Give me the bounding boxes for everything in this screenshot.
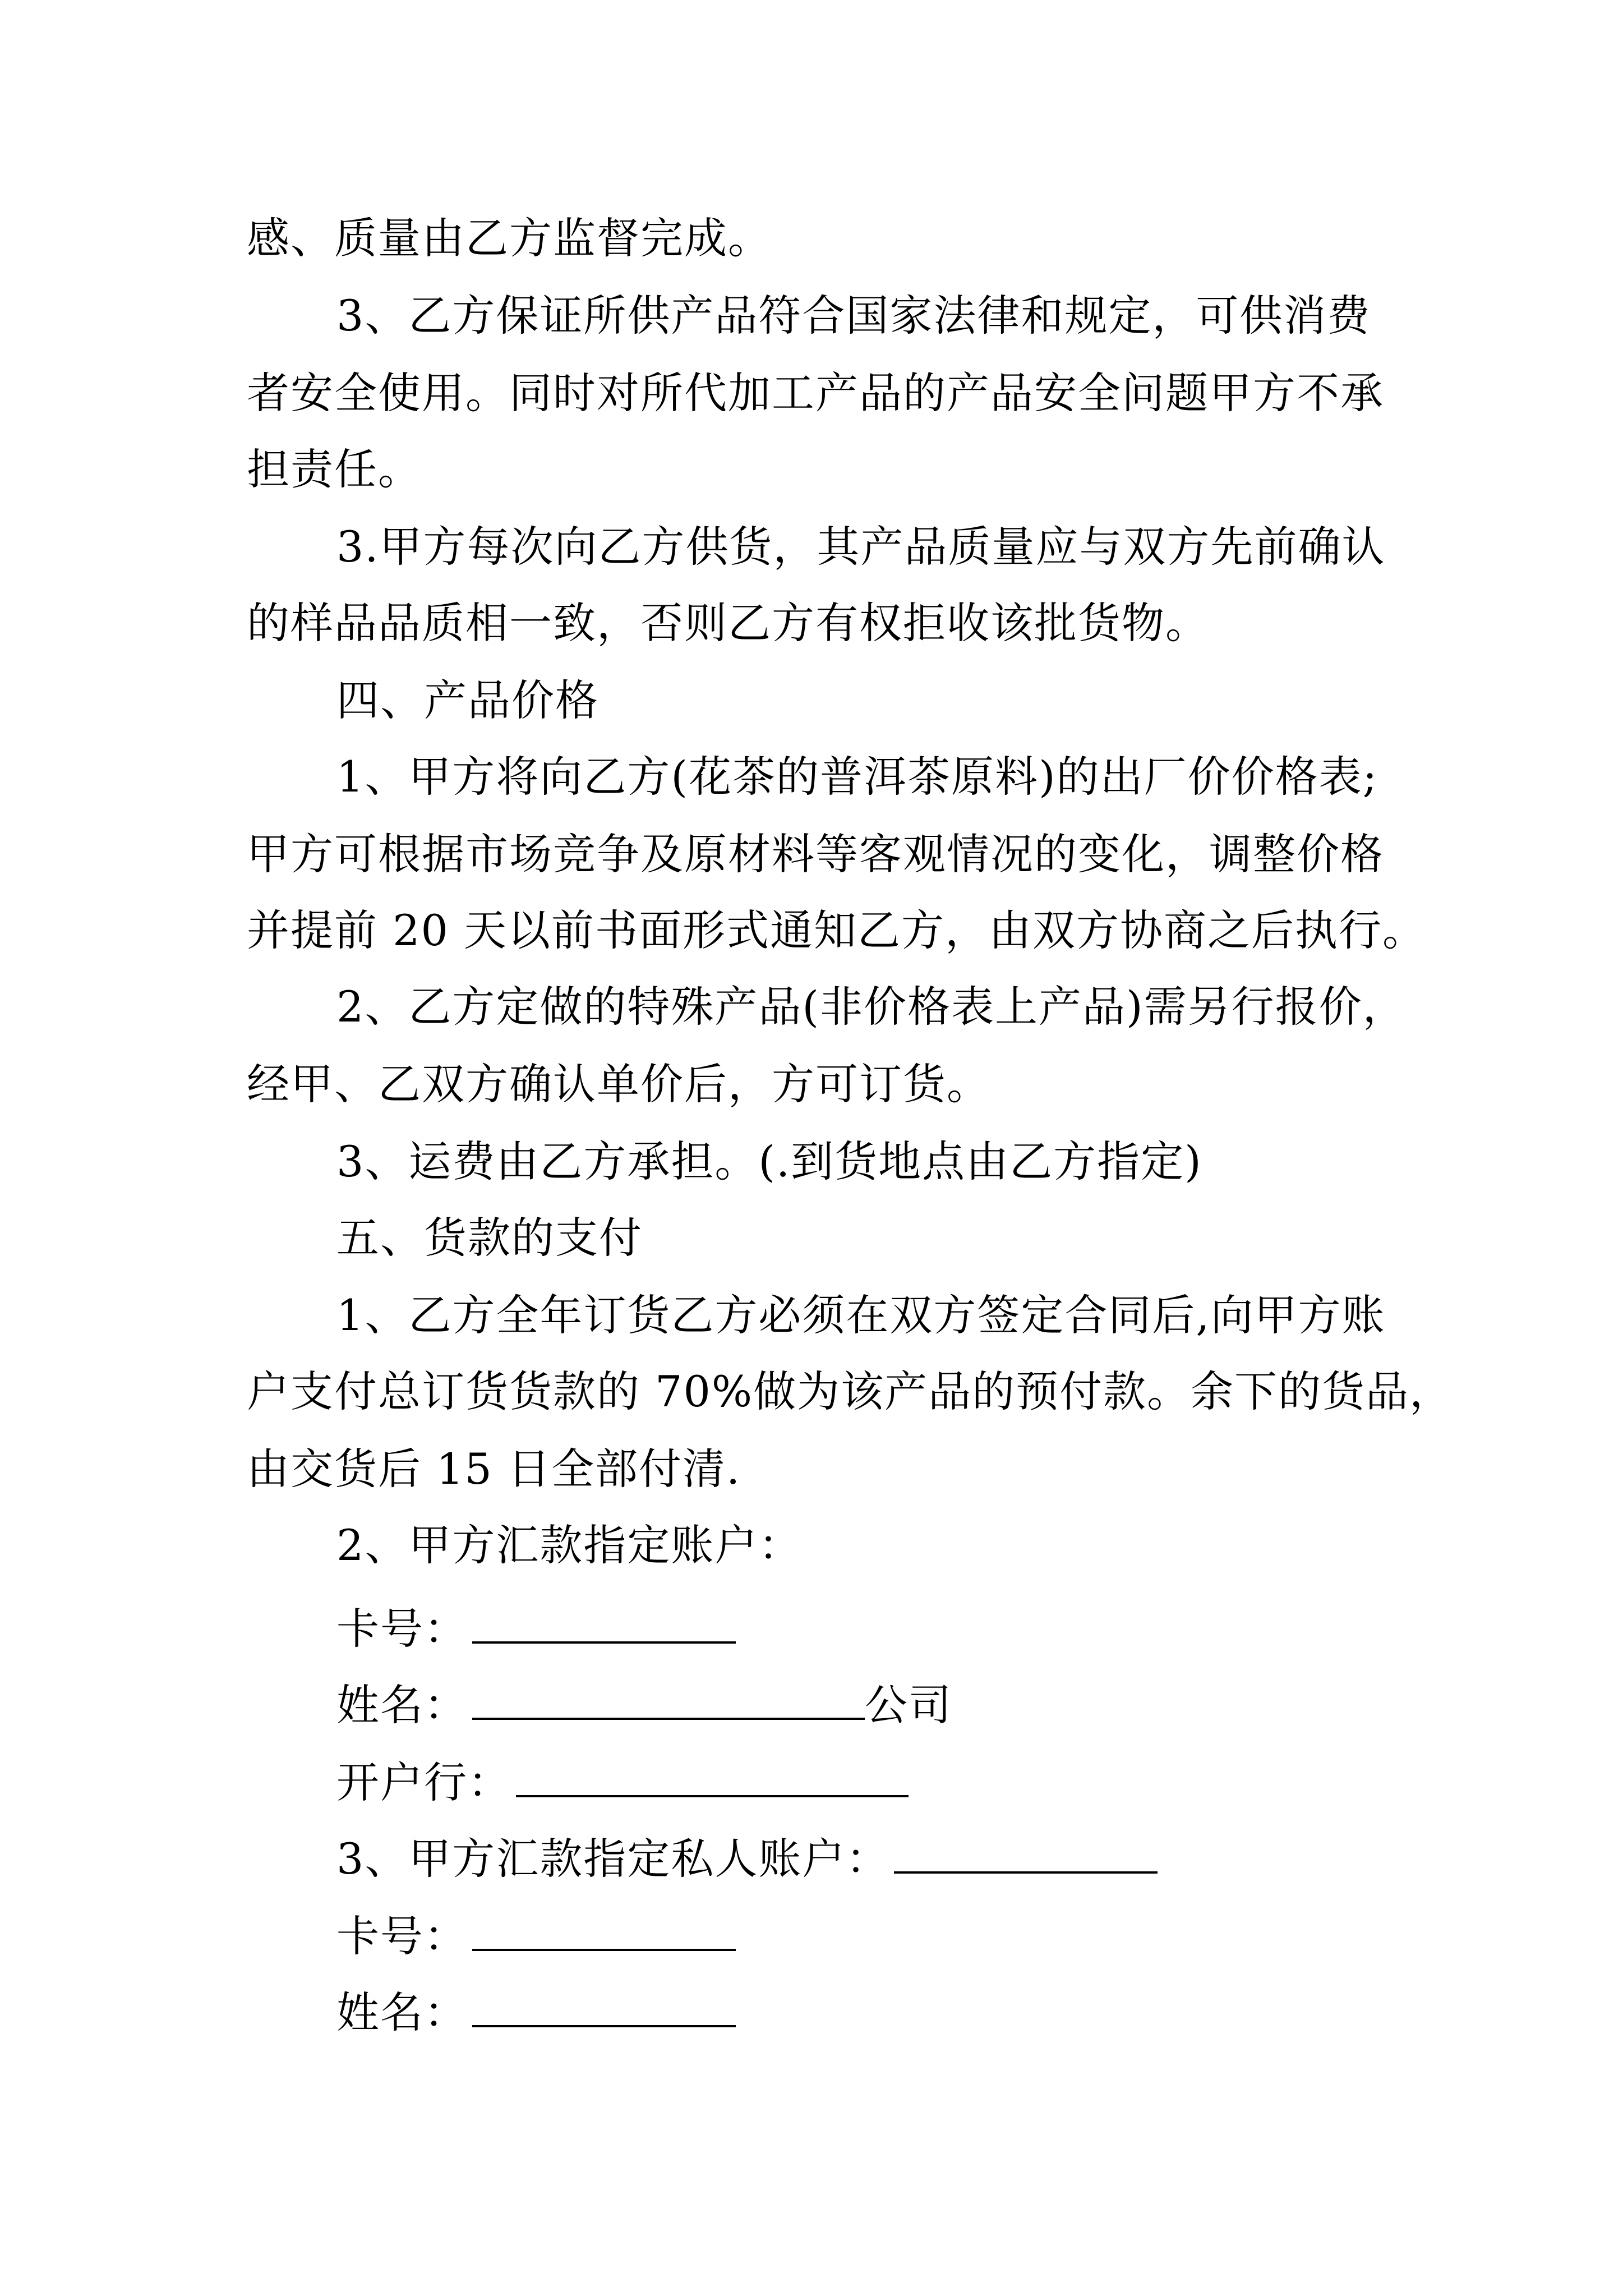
private-account-blank (894, 1822, 1158, 1874)
line-text: 户支付总订货货款的 70%做为该产品的预付款。余下的货品， (247, 1366, 1454, 1416)
private-card-number-blank (472, 1899, 736, 1951)
paragraph-line (247, 823, 1384, 885)
line-text: 经甲、乙双方确认单价后，方可订货。 (247, 1059, 990, 1109)
paragraph-line (247, 1053, 990, 1115)
line-text: 1、甲方将向乙方(花茶的普洱茶原料)的出厂价价格表; (336, 752, 1378, 802)
private-card-number-row (336, 1899, 736, 1961)
card-number-blank (472, 1592, 736, 1644)
account-name-blank (472, 1668, 865, 1720)
line-text: 并提前 20 天以前书面形式通知乙方，由双方协商之后执行。 (247, 905, 1427, 955)
paragraph-line (336, 976, 1407, 1038)
paragraph-line (336, 285, 1371, 347)
line-text: 2、甲方汇款指定账户： (336, 1520, 803, 1570)
private-name-blank (472, 1976, 736, 2027)
paragraph-line (247, 1438, 741, 1500)
paragraph-line (336, 1131, 1202, 1193)
paragraph-line (336, 1285, 1386, 1346)
field-label: 3、甲方汇款指定私人账户： (336, 1834, 890, 1884)
line-text: 3、运费由乙方承担。(.到货地点由乙方指定) (336, 1137, 1202, 1186)
field-label: 开户行： (336, 1757, 511, 1807)
section-heading (336, 1207, 643, 1269)
paragraph-line (336, 516, 1386, 578)
section-heading (336, 670, 599, 731)
line-text: 3、乙方保证所供产品符合国家法律和规定，可供消费 (336, 291, 1371, 341)
bank-blank (516, 1746, 909, 1797)
line-text: 甲方可根据市场竞争及原材料等客观情况的变化，调整价格 (247, 829, 1384, 879)
line-text: 四、产品价格 (336, 675, 599, 725)
line-text: 2、乙方定做的特殊产品(非价格表上产品)需另行报价， (336, 982, 1407, 1032)
paragraph-line (247, 1361, 1453, 1423)
card-number-row (336, 1592, 736, 1654)
line-text: 3.甲方每次向乙方供货，其产品质量应与双方先前确认 (336, 522, 1386, 572)
paragraph-line (336, 746, 1378, 808)
paragraph-line (247, 362, 1384, 424)
line-text: 由交货后 15 日全部付清. (247, 1444, 741, 1494)
field-label: 卡号： (336, 1604, 468, 1654)
paragraph-line (247, 592, 1209, 654)
line-text: 五、货款的支付 (336, 1213, 643, 1263)
line-text: 1、乙方全年订货乙方必须在双方签定合同后,向甲方账 (336, 1290, 1386, 1340)
account-name-row (336, 1668, 952, 1730)
line-text: 担责任。 (247, 444, 422, 494)
line-text: 的样品品质相一致，否则乙方有权拒收该批货物。 (247, 598, 1209, 648)
field-suffix: 公司 (865, 1680, 952, 1730)
field-label: 卡号： (336, 1911, 468, 1961)
paragraph-line (247, 439, 422, 500)
private-account-row (336, 1822, 1158, 1884)
field-label: 姓名： (336, 1680, 468, 1730)
field-label: 姓名： (336, 1987, 468, 2037)
paragraph-line (247, 900, 1426, 961)
paragraph-line (336, 1515, 802, 1576)
private-name-row (336, 1976, 736, 2037)
line-text: 者安全使用。同时对所代加工产品的产品安全问题甲方不承 (247, 368, 1384, 418)
line-text: 感、质量由乙方监督完成。 (247, 213, 772, 263)
paragraph-line (247, 208, 772, 269)
bank-row (336, 1746, 909, 1807)
